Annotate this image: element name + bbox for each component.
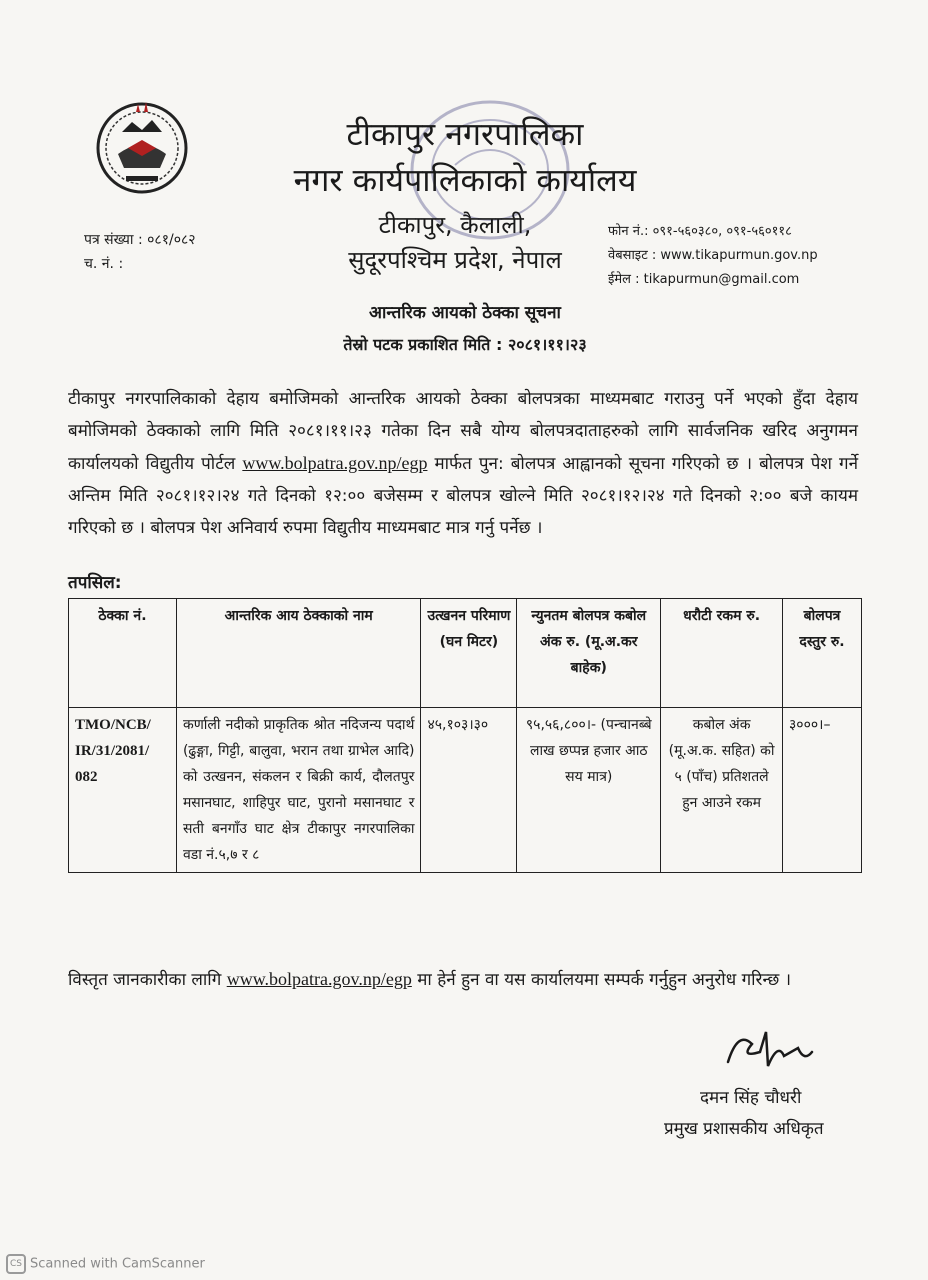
signatory-name: दमन सिंह चौधरी [700, 1088, 802, 1108]
header-fee: बोलपत्र दस्तुर रु. [783, 599, 862, 708]
cell-deposit: कबोल अंक (मू.अ.क. सहित) को ५ (पाँच) प्रतिशतले हुन आउने रकम [661, 708, 783, 873]
camscanner-logo-icon: CS [6, 1254, 26, 1274]
cell-min-bid: ९५,५६,८००।- (पन्चानब्बे लाख छप्पन्न हजार आठ सय मात्र) [517, 708, 661, 873]
org-name-line1: टीकापुर नगरपालिका [346, 115, 584, 153]
cell-quantity: ४५,१०३।३० [421, 708, 517, 873]
address-line2: सुदूरपश्चिम प्रदेश, नेपाल [348, 246, 562, 274]
scanner-watermark [6, 1254, 205, 1274]
contract-table [68, 598, 862, 873]
header-deposit: धरौटी रकम रु. [661, 599, 783, 708]
table-header-row [69, 599, 862, 708]
header-min-bid: न्युनतम बोलपत्र कबोल अंक रु. (मू.अ.कर बाहेक) [517, 599, 661, 708]
footer-note [68, 962, 858, 997]
letter-meta [84, 228, 196, 276]
footer-text-part2: मा हेर्न हुन वा यस कार्यालयमा सम्पर्क गर्नुहुन अनुरोध गरिन्छ । [417, 970, 792, 990]
table-row [69, 708, 862, 873]
egp-portal-link[interactable]: www.bolpatra.gov.np/egp [242, 453, 428, 473]
header-contract-no: ठेक्का नं. [69, 599, 177, 708]
address-line1: टीकापुर, कैलाली, [378, 211, 532, 239]
cell-contract-name: कर्णाली नदीको प्राकृतिक श्रोत नदिजन्य पदार्थ (ढुङ्गा, गिट्टी, बालुवा, भरान तथा ग्राभेल आदि) को उत्खनन, संकलन र बिक्री कार्य, दौलतपुर मसानघाट, शाहिपुर घाट, पुरानो मसानघाट र सती बनगाँउ घाट क्षेत्र टीकापुर नगरपालिका वडा नं.५,७ र ८ [176, 708, 421, 873]
dispatch-number: च. नं. : [84, 256, 124, 272]
letter-number: पत्र संख्या : ०८१/०८२ [84, 232, 196, 248]
details-heading: तपसिल: [68, 573, 122, 593]
publish-date: तेस्रो पटक प्रकाशित मिति : २०८१।११।२३ [343, 335, 587, 354]
signatory-title: प्रमुख प्रशासकीय अधिकृत [664, 1119, 824, 1139]
header-contract-name: आन्तरिक आय ठेक्काको नाम [176, 599, 421, 708]
scanner-text: Scanned with CamScanner [30, 1256, 205, 1272]
org-name-line2: नगर कार्यपालिकाको कार्यालय [293, 161, 637, 199]
footer-egp-link[interactable]: www.bolpatra.gov.np/egp [226, 969, 412, 989]
cell-contract-no: TMO/NCB/ IR/31/2081/ 082 [69, 708, 177, 873]
cell-fee: ३०००।– [783, 708, 862, 873]
header-quantity: उत्खनन परिमाण (घन मिटर) [421, 599, 517, 708]
body-text-part2: मार्फत पुन: बोलपत्र आह्वानको सूचना गरिएको छ । बोलपत्र पेश गर्ने अन्तिम मिति २०८१।१२।२४ गते दिनको १२:०० बजेसम्म र बोलपत्र खोल्ने मिति २०८१।१२।२४ गते दिनको २:०० बजे कायम गरिएको छ । बोलपत्र पेश अनिवार्य रुपमा विद्युतीय माध्यमबाट मात्र गर्नु पर्नेछ । [68, 454, 859, 538]
email: ईमेल : tikapurmun@gmail.com [608, 272, 800, 287]
phone-number: फोन नं.: ०९१-५६०३८०, ०९१-५६०११८ [608, 224, 792, 239]
handwritten-signature [718, 1022, 818, 1078]
contact-info [608, 220, 818, 292]
notice-title: आन्तरिक आयको ठेक्का सूचना [369, 303, 561, 323]
footer-text-part1: विस्तृत जानकारीका लागि [68, 970, 222, 990]
notice-body [68, 383, 858, 544]
nepal-government-emblem-icon [88, 92, 196, 200]
website: वेबसाइट : www.tikapurmun.gov.np [608, 248, 818, 263]
body-text-part1: टीकापुर नगरपालिकाको देहाय बमोजिमको आन्तरिक आयको ठेक्का बोलपत्रका माध्यमबाट गराउनु पर्ने भएको हुँदा देहाय बमोजिमको ठेक्काको लागि मिति २०८१।११।२३ गतेका दिन सबै योग्य बोलपत्रदाताहरुको लागि सार्वजनिक खरिद अनुगमन कार्यालयको विद्युतीय पोर्टल [68, 389, 858, 474]
